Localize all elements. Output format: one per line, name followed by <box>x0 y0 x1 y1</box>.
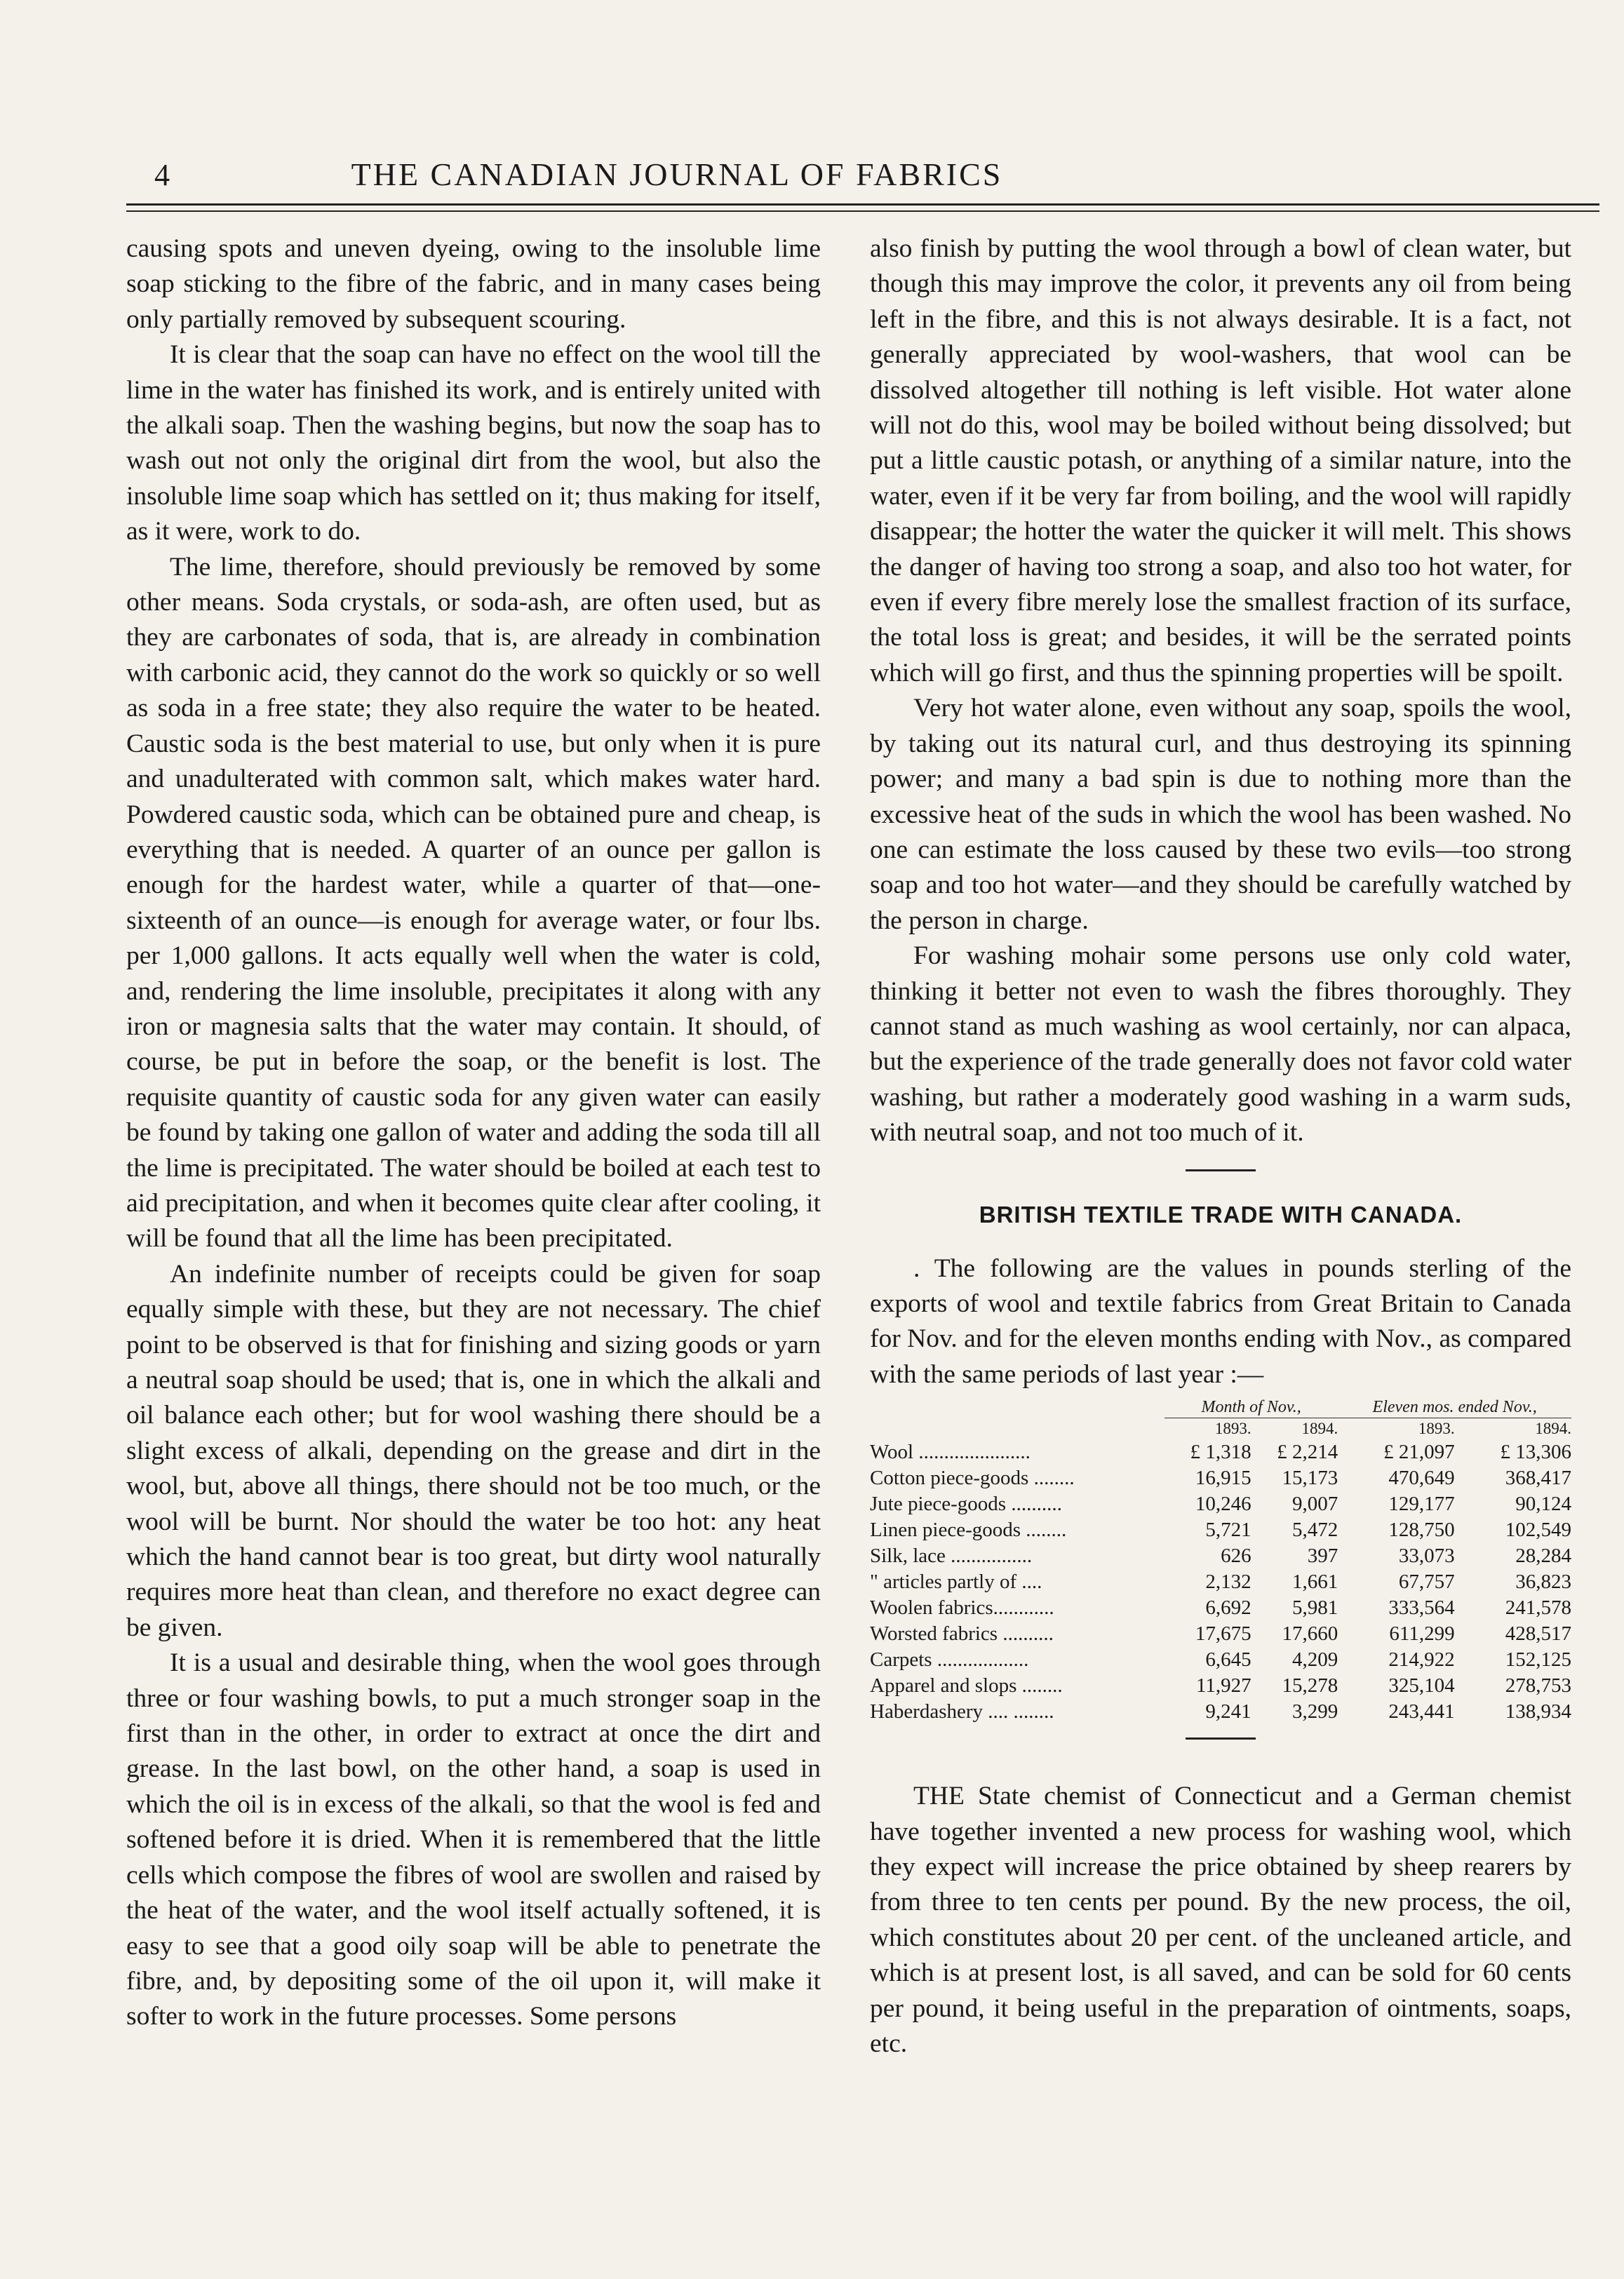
row-label: Apparel and slops ........ <box>870 1674 1063 1698</box>
row-label: Haberdashery .... ........ <box>870 1700 1054 1723</box>
table-row <box>870 1543 1571 1569</box>
value-cell: £ 1,318 <box>1190 1441 1251 1464</box>
table-group-header <box>870 1397 1571 1418</box>
value-cell: 243,441 <box>1388 1700 1455 1723</box>
value-cell: 5,721 <box>1205 1519 1251 1542</box>
value-cell: 241,578 <box>1505 1596 1571 1620</box>
value-cell: 6,645 <box>1205 1648 1251 1672</box>
row-label: Jute piece-goods .......... <box>870 1493 1062 1516</box>
value-cell: 17,675 <box>1195 1622 1251 1646</box>
right-column <box>870 231 1571 2062</box>
year-cell: 1893. <box>1214 1420 1251 1438</box>
trade-table-body <box>870 1439 1571 1725</box>
journal-title: THE CANADIAN JOURNAL OF FABRICS <box>351 156 1003 192</box>
value-cell: 138,934 <box>1505 1700 1571 1723</box>
value-cell: 10,246 <box>1195 1493 1251 1516</box>
group-eleven-months: Eleven mos. ended Nov., <box>1338 1397 1571 1418</box>
table-row <box>870 1491 1571 1517</box>
value-cell: 9,007 <box>1292 1493 1338 1516</box>
section-divider <box>1186 1169 1256 1171</box>
value-cell: 15,173 <box>1282 1467 1338 1490</box>
row-label: Worsted fabrics .......... <box>870 1622 1054 1646</box>
table-row <box>870 1569 1571 1595</box>
table-row <box>870 1595 1571 1621</box>
header-rule <box>126 203 1599 206</box>
value-cell: 428,517 <box>1505 1622 1571 1646</box>
year-cell: 1893. <box>1418 1420 1455 1438</box>
paragraph: also finish by putting the wool through a bowl of clean water, but though this may improve the color, it prevents any oil from being left in the fibre, and this is not always desirable. It is a fact, not generally appreciated by wool-washers, that wool can be dissolved altogether till nothing is left visible. Hot water alone will not do this, wool may be boiled without being dissolved; but put a little caustic potash, or anything of a similar nature, into the water, even if it be very far from boiling, and the wool will rapidly disappear; the hotter the water the quicker it will melt. This shows the danger of having too strong a soap, and also too hot water, for even if every fibre merely lose the smallest fraction of its surface, the total loss is great; and besides, it will be the serrated points which will go first, and thus the spinning properties will be spoilt. <box>870 234 1571 687</box>
value-cell: 4,209 <box>1292 1648 1338 1672</box>
page-header <box>126 153 1228 202</box>
row-label: " articles partly of .... <box>870 1571 1042 1594</box>
value-cell: 333,564 <box>1388 1596 1455 1620</box>
value-cell: 129,177 <box>1388 1493 1455 1516</box>
table-year-header <box>870 1418 1571 1440</box>
row-label: Cotton piece-goods ........ <box>870 1467 1075 1490</box>
value-cell: 3,299 <box>1292 1700 1338 1723</box>
value-cell: 16,915 <box>1195 1467 1251 1490</box>
value-cell: 17,660 <box>1282 1622 1338 1646</box>
value-cell: 9,241 <box>1205 1700 1251 1723</box>
value-cell: 128,750 <box>1388 1519 1455 1542</box>
paragraph: It is clear that the soap can have no effect on the wool till the lime in the water has finished its work, and is entirely united with the alkali soap. Then the washing begins, but now the soap has to wash out not only the original dirt from the wool, but also the insoluble lime soap which has settled on it; thus making for itself, as it were, work to do. <box>126 340 821 546</box>
section-intro: . The following are the values in pounds sterling of the exports of wool and textile fabrics from Great Britain to Canada for Nov. and for the eleven months ending with Nov., as compared with the same periods of last year :— <box>870 1253 1571 1389</box>
paragraph: For washing mohair some persons use only cold water, thinking it better not even to wash the fibres thoroughly. They cannot stand as much washing as wool certainly, nor can alpaca, but the experience of the trade generally does not favor cold water washing, but rather a moderately good washing in a warm suds, with neutral soap, and not too much of it. <box>870 941 1571 1148</box>
closing-paragraph: THE State chemist of Connecticut and a German chemist have together invented a new process for washing wool, which they expect will increase the price obtained by sheep rearers by from three to ten cents per pound. By the new process, the oil, which constitutes about 20 per cent. of the uncleaned article, and which is at present lost, is all saved, and can be sold for 60 cents per pound, it being useful in the preparation of ointments, soaps, etc. <box>870 1782 1571 2059</box>
value-cell: 102,549 <box>1505 1519 1571 1542</box>
row-label: Silk, lace ................ <box>870 1545 1033 1568</box>
value-cell: 6,692 <box>1205 1596 1251 1620</box>
page-number: 4 <box>154 158 170 192</box>
table-row <box>870 1517 1571 1543</box>
table-row <box>870 1465 1571 1491</box>
row-label: Linen piece-goods ........ <box>870 1519 1067 1542</box>
left-column <box>126 231 821 2035</box>
value-cell: 15,278 <box>1282 1674 1338 1698</box>
value-cell: 368,417 <box>1505 1467 1571 1490</box>
row-label: Carpets .................. <box>870 1648 1029 1672</box>
paragraph: causing spots and uneven dyeing, owing to the insoluble lime soap sticking to the fibre of the fabric, and in many cases being only partially removed by subsequent scouring. <box>126 234 821 334</box>
value-cell: 611,299 <box>1389 1622 1455 1646</box>
value-cell: 11,927 <box>1195 1674 1251 1698</box>
value-cell: 1,661 <box>1292 1571 1338 1594</box>
value-cell: £ 2,214 <box>1277 1441 1338 1464</box>
value-cell: 36,823 <box>1515 1571 1571 1594</box>
value-cell: 5,981 <box>1292 1596 1338 1620</box>
value-cell: 90,124 <box>1515 1493 1571 1516</box>
paragraph: The lime, therefore, should previously be removed by some other means. Soda crystals, or soda-ash, are often used, but as they are carbonates of soda, that is, are already in combination with carbonic acid, they cannot do the work so quickly or so well as soda in a free state; they also require the water to be heated. Caustic soda is the best material to use, but only when it is pure and unadulterated with common salt, which makes water hard. Powdered caustic soda, which can be obtained pure and cheap, is everything that is needed. A quarter of an ounce per gallon is enough for the hardest water, while a quarter of that—one-sixteenth of an ounce—is enough for average water, or four lbs. per 1,000 gallons. It acts equally well when the water is cold, and, rendering the lime insoluble, precipitates it along with any iron or magnesia salts that the water may contain. It should, of course, be put in before the soap, or the benefit is lost. The requisite quantity of caustic soda for any given water can easily be found by taking one gallon of water and adding the soda till all the lime is precipitated. The water should be boiled at each test to aid precipitation, and when it becomes quite clear after cooling, it will be found that all the lime has been precipitated. <box>126 552 821 1253</box>
table-row <box>870 1621 1571 1647</box>
value-cell: £ 21,097 <box>1383 1441 1455 1464</box>
value-cell: 152,125 <box>1505 1648 1571 1672</box>
row-label: Wool ...................... <box>870 1441 1031 1464</box>
value-cell: 325,104 <box>1388 1674 1455 1698</box>
value-cell: 28,284 <box>1515 1545 1571 1568</box>
value-cell: 33,073 <box>1398 1545 1455 1568</box>
value-cell: 278,753 <box>1505 1674 1571 1698</box>
group-month: Month of Nov., <box>1165 1397 1338 1418</box>
section-title: BRITISH TEXTILE TRADE WITH CANADA. <box>979 1201 1463 1228</box>
table-row <box>870 1647 1571 1673</box>
table-row <box>870 1673 1571 1699</box>
row-label: Woolen fabrics............ <box>870 1596 1054 1620</box>
trade-table <box>870 1397 1571 1725</box>
table-row <box>870 1439 1571 1465</box>
paragraph: It is a usual and desirable thing, when the wool goes through three or four washing bowls, to put a much stronger soap in the first than in the other, in order to extract at once the dirt and grease. In the last bowl, on the other hand, a soap is used in which the oil is in excess of the alkali, so that the wool is fed and softened before it is dried. When it is remembered that the little cells which compose the fibres of wool are swollen and raised by the heat of the water, and the wool itself actually softened, it is easy to see that a good oily soap will be able to penetrate the fibre, and, by depositing some of the oil upon it, will make it softer to work in the future processes. Some persons <box>126 1648 821 2031</box>
value-cell: £ 13,306 <box>1500 1441 1571 1464</box>
table-row <box>870 1699 1571 1725</box>
year-cell: 1894. <box>1535 1420 1571 1438</box>
section-divider <box>1186 1737 1256 1740</box>
header-rule-thin <box>126 210 1599 212</box>
value-cell: 470,649 <box>1388 1467 1455 1490</box>
value-cell: 67,757 <box>1398 1571 1455 1594</box>
value-cell: 626 <box>1221 1545 1251 1568</box>
value-cell: 5,472 <box>1292 1519 1338 1542</box>
paragraph: Very hot water alone, even without any soap, spoils the wool, by taking out its natural curl, and thus destroying its spinning power; and many a bad spin is due to nothing more than the excessive heat of the suds in which the wool has been washed. No one can estimate the loss caused by these two evils—too strong soap and too hot water—and they should be carefully watched by the person in charge. <box>870 694 1571 935</box>
year-cell: 1894. <box>1301 1420 1338 1438</box>
value-cell: 214,922 <box>1388 1648 1455 1672</box>
value-cell: 397 <box>1307 1545 1338 1568</box>
paragraph: An indefinite number of receipts could be given for soap equally simple with these, but they are not necessary. The chief point to be observed is that for finishing and sizing goods or yarn a neutral soap should be used; that is, one in which the alkali and oil balance each other; but for wool washing there should be a slight excess of alkali, depending on the grease and dirt in the wool, but, above all things, there should not be too much, or the wool will be burnt. Nor should the water be too hot: any heat which the hand cannot bear is too great, but dirty wool naturally requires more heat than clean, and therefore no exact degree can be given. <box>126 1259 821 1642</box>
value-cell: 2,132 <box>1205 1571 1251 1594</box>
